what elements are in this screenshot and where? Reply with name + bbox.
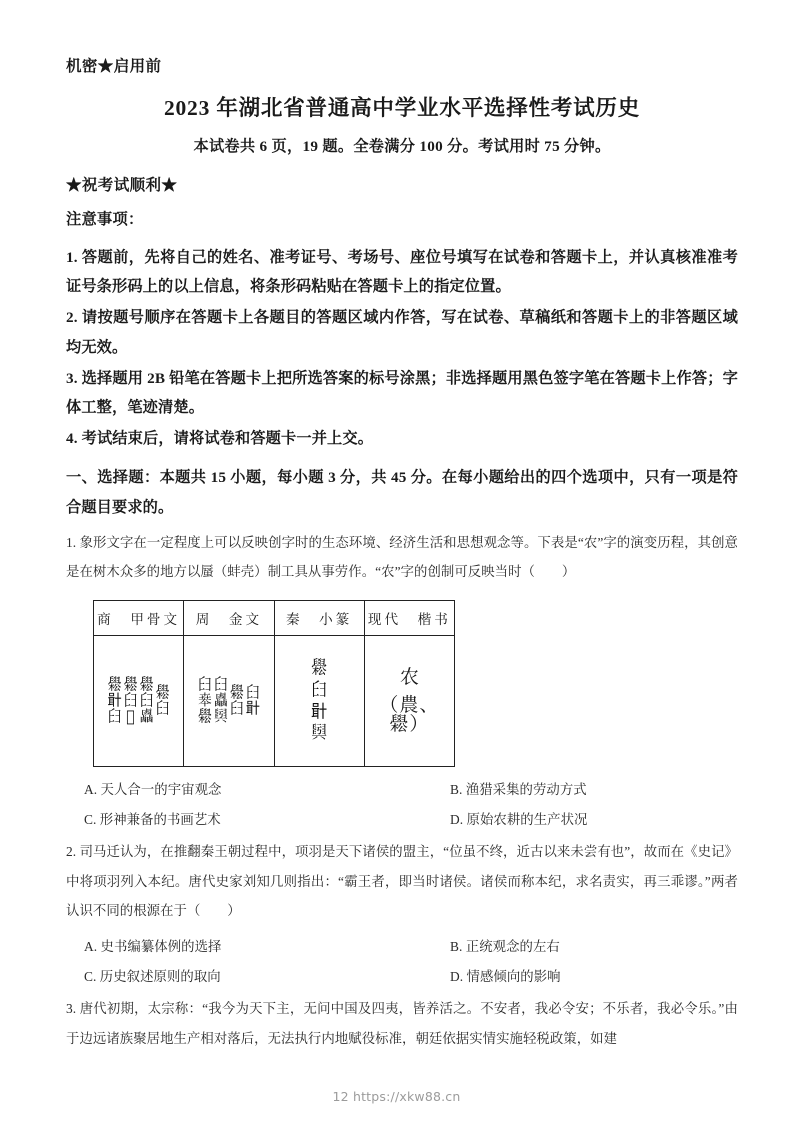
- question-1-option-b[interactable]: B. 渔猎采集的劳动方式: [450, 782, 587, 798]
- notices-heading: 注意事项：: [66, 211, 144, 229]
- glyph-column: [229, 683, 244, 718]
- question-2-option-c[interactable]: C. 历史叙述原则的取向: [84, 969, 221, 985]
- bronze-glyph-icon: 𠨋: [213, 691, 228, 710]
- glyph-column: [108, 678, 122, 724]
- table-col-header-shang-oracle: 商 甲骨文: [94, 601, 184, 636]
- glyph-column: [198, 678, 212, 724]
- question-1-stem: 1. 象形文字在一定程度上可以反映创字时的生态环境、经济生活和思想观念等。下表是“农”字的演变历程，其创意是在树木众多的地方以蜃（蚌壳）制工具从事劳作。“农”字的创制可反映当时（ ）: [66, 534, 738, 579]
- glyph-column: [311, 658, 327, 744]
- glyph-column: [155, 683, 170, 718]
- bronze-glyph-icon: 𦥑: [245, 683, 260, 702]
- notice-item-2: 2. 请按题号顺序在答题卡上各题目的答题区域内作答，写在试卷、草稿纸和答题卡上的非答题区域均无效。: [66, 309, 738, 356]
- oracle-bone-glyph-icon: 𦦵: [155, 683, 170, 702]
- glyph-column: [124, 678, 138, 724]
- bronze-glyph-icon: 𦥑: [213, 676, 228, 695]
- notice-item-4: 4. 考试结束后，请将试卷和答题卡一并上交。: [66, 430, 374, 448]
- bronze-glyph-icon: 𦦵: [229, 683, 244, 702]
- question-3: [66, 994, 738, 1052]
- bronze-glyph-grid: [187, 646, 270, 756]
- seal-script-glyph-icon: 𦥑: [311, 678, 328, 700]
- question-2-options: [66, 932, 738, 992]
- question-1-options: [66, 775, 738, 835]
- cell-bronze-glyphs: [184, 636, 274, 767]
- question-3-stem: 3. 唐代初期，太宗称：“我今为天下主，无问中国及四夷，皆养活之。不安者，我必令安；不乐者，我必令乐。”由于边远诸族聚居地生产相对落后，无法执行内地赋役标准，朝廷依据实情实施轻税政策，如建: [66, 1001, 738, 1046]
- glyph-column: [245, 683, 260, 718]
- oracle-bone-glyph-icon: 𠦫: [107, 691, 122, 710]
- notice-item-1: 1. 答题前，先将自己的姓名、准考证号、考场号、座位号填写在试卷和答题卡上，并认真核准准考证号条形码上的以上信息，将条形码粘贴在答题卡上的指定位置。: [66, 249, 738, 296]
- glyph-column: [214, 678, 228, 724]
- seal-script-glyph-icon: 𦦫: [311, 722, 328, 744]
- bronze-glyph-icon: 𦦫: [213, 707, 228, 726]
- cell-oracle-bone-glyphs: [94, 636, 184, 767]
- secrecy-notice: 机密★启用前: [66, 58, 162, 75]
- bronze-glyph-icon: 𦥑: [197, 676, 212, 695]
- oracle-bone-glyph-icon: 𠩵: [126, 707, 135, 726]
- good-luck-line: ★祝考试顺利★: [66, 176, 178, 194]
- bronze-glyph-icon: 𠦫: [245, 699, 260, 718]
- script-evolution-table: [93, 600, 455, 767]
- table-col-header-modern-regular: 现代 楷书: [364, 601, 454, 636]
- table-header-row: [94, 601, 455, 636]
- question-2-option-d[interactable]: D. 情感倾向的影响: [450, 969, 561, 985]
- question-2-option-a[interactable]: A. 史书编纂体例的选择: [84, 939, 222, 955]
- table-row: [94, 636, 455, 767]
- page-footer: 12 https://xkw88.cn: [332, 1089, 461, 1104]
- oracle-bone-glyph-icon: 𦥑: [123, 691, 138, 710]
- question-1-option-c[interactable]: C. 形神兼备的书画艺术: [84, 812, 221, 828]
- oracle-bone-glyph-icon: 𦥑: [155, 699, 170, 718]
- question-1-option-a[interactable]: A. 天人合一的宇宙观念: [84, 782, 222, 798]
- oracle-bone-glyph-icon: 𦥑: [107, 707, 122, 726]
- bronze-glyph-icon: 𠦪: [197, 691, 212, 710]
- page-title: 2023 年湖北省普通高中学业水平选择性考试历史: [163, 95, 641, 120]
- oracle-bone-glyph-icon: 𦦵: [107, 676, 122, 695]
- question-1: [66, 528, 738, 836]
- table-col-header-zhou-bronze: 周 金文: [184, 601, 274, 636]
- modern-glyph-wrap: [368, 646, 451, 756]
- question-2: [66, 837, 738, 992]
- cell-modern-regular: [364, 636, 454, 767]
- question-2-option-b[interactable]: B. 正统观念的左右: [450, 939, 560, 955]
- cell-seal-glyphs: [274, 636, 364, 767]
- glyph-column: [140, 678, 154, 724]
- oracle-bone-glyph-icon: 𠨋: [139, 707, 154, 726]
- question-1-option-d[interactable]: D. 原始农耕的生产状况: [450, 812, 588, 828]
- seal-script-glyph-icon: 𦦵: [311, 656, 328, 679]
- oracle-bone-glyph-icon: 𦥑: [139, 691, 154, 710]
- seal-glyph-grid: [278, 646, 361, 756]
- notice-item-3: 3. 选择题用 2B 铅笔在答题卡上把所选答案的标号涂黑；非选择题用黑色签字笔在答题卡上作答；字体工整，笔迹清楚。: [66, 369, 738, 416]
- script-evolution-table-wrap: [93, 600, 738, 767]
- seal-script-glyph-icon: 𠦫: [311, 700, 328, 722]
- modern-character: 农: [399, 667, 419, 689]
- bronze-glyph-icon: 𦥑: [229, 699, 244, 718]
- bronze-glyph-icon: 𦦵: [197, 707, 212, 726]
- oracle-bone-glyph-icon: 𦦵: [139, 676, 154, 695]
- question-2-stem: 2. 司马迁认为，在推翻秦王朝过程中，项羽是天下诸侯的盟主，“位虽不终，近古以来未尝有也”，故而在《史记》中将项羽列入本纪。唐代史家刘知几则指出：“霸王者，即当时诸侯。诸侯而称本纪，求名责实，再三乖谬。”两者认识不同的根源在于（ ）: [66, 844, 738, 918]
- modern-character-variants: （農、𦦵）: [379, 695, 440, 736]
- section-heading-multiple-choice: 一、选择题：本题共 15 小题，每小题 3 分，共 45 分。在每小题给出的四个选项中，只有一项是符合题目要求的。: [66, 469, 738, 516]
- exam-subtitle: 本试卷共 6 页，19 题。全卷满分 100 分。考试用时 75 分钟。: [193, 137, 611, 155]
- table-col-header-qin-seal: 秦 小篆: [274, 601, 364, 636]
- oracle-bone-glyph-grid: [97, 646, 180, 756]
- oracle-bone-glyph-icon: 𦦵: [123, 676, 138, 695]
